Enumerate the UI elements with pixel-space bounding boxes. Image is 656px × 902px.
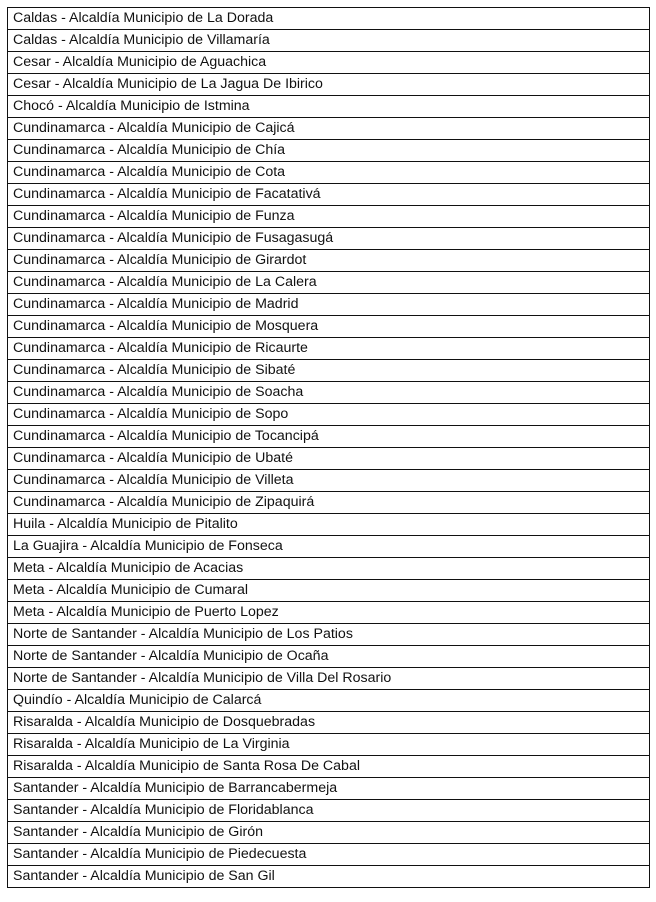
- table-cell: Cundinamarca - Alcaldía Municipio de Cajicá: [8, 118, 650, 140]
- table-row: [8, 536, 650, 558]
- table-row: [8, 756, 650, 778]
- table-row: [8, 404, 650, 426]
- table-cell: Cundinamarca - Alcaldía Municipio de Zipaquirá: [8, 492, 650, 514]
- table-row: [8, 8, 650, 30]
- table-row: [8, 228, 650, 250]
- table-row: [8, 250, 650, 272]
- table-row: [8, 690, 650, 712]
- table-row: [8, 668, 650, 690]
- table-cell: Cundinamarca - Alcaldía Municipio de Tocancipá: [8, 426, 650, 448]
- table-row: [8, 294, 650, 316]
- table-cell: Risaralda - Alcaldía Municipio de La Virginia: [8, 734, 650, 756]
- table-cell: Cundinamarca - Alcaldía Municipio de Soacha: [8, 382, 650, 404]
- table-row: [8, 338, 650, 360]
- table-cell: Caldas - Alcaldía Municipio de Villamaría: [8, 30, 650, 52]
- table-cell: Cundinamarca - Alcaldía Municipio de Ubaté: [8, 448, 650, 470]
- table-row: [8, 162, 650, 184]
- table-cell: Risaralda - Alcaldía Municipio de Santa Rosa De Cabal: [8, 756, 650, 778]
- table-row: [8, 118, 650, 140]
- table-row: [8, 558, 650, 580]
- table-row: [8, 382, 650, 404]
- table-row: [8, 360, 650, 382]
- table-cell: Cundinamarca - Alcaldía Municipio de Sibaté: [8, 360, 650, 382]
- table-row: [8, 140, 650, 162]
- table-row: [8, 426, 650, 448]
- table-row: [8, 272, 650, 294]
- table-cell: Cundinamarca - Alcaldía Municipio de Sopo: [8, 404, 650, 426]
- table-row: [8, 448, 650, 470]
- municipality-table: [7, 7, 650, 888]
- table-row: [8, 734, 650, 756]
- table-cell: Santander - Alcaldía Municipio de Girón: [8, 822, 650, 844]
- table-row: [8, 316, 650, 338]
- table-cell: Meta - Alcaldía Municipio de Acacias: [8, 558, 650, 580]
- table-cell: Norte de Santander - Alcaldía Municipio de Villa Del Rosario: [8, 668, 650, 690]
- table-cell: Risaralda - Alcaldía Municipio de Dosquebradas: [8, 712, 650, 734]
- table-row: [8, 580, 650, 602]
- table-row: [8, 470, 650, 492]
- table-cell: Cundinamarca - Alcaldía Municipio de Cota: [8, 162, 650, 184]
- table-row: [8, 800, 650, 822]
- table-cell: La Guajira - Alcaldía Municipio de Fonseca: [8, 536, 650, 558]
- table-row: [8, 492, 650, 514]
- table-cell: Cundinamarca - Alcaldía Municipio de Fusagasugá: [8, 228, 650, 250]
- table-cell: Cundinamarca - Alcaldía Municipio de Funza: [8, 206, 650, 228]
- table-cell: Norte de Santander - Alcaldía Municipio de Los Patios: [8, 624, 650, 646]
- table-cell: Meta - Alcaldía Municipio de Cumaral: [8, 580, 650, 602]
- table-cell: Cundinamarca - Alcaldía Municipio de Mosquera: [8, 316, 650, 338]
- table-row: [8, 52, 650, 74]
- table-cell: Meta - Alcaldía Municipio de Puerto Lopez: [8, 602, 650, 624]
- table-cell: Cundinamarca - Alcaldía Municipio de Ricaurte: [8, 338, 650, 360]
- table-cell: Cundinamarca - Alcaldía Municipio de La Calera: [8, 272, 650, 294]
- table-row: [8, 74, 650, 96]
- table-cell: Huila - Alcaldía Municipio de Pitalito: [8, 514, 650, 536]
- table-cell: Cundinamarca - Alcaldía Municipio de Madrid: [8, 294, 650, 316]
- table-cell: Santander - Alcaldía Municipio de San Gil: [8, 866, 650, 888]
- table-cell: Cundinamarca - Alcaldía Municipio de Chía: [8, 140, 650, 162]
- table-row: [8, 30, 650, 52]
- table-cell: Cundinamarca - Alcaldía Municipio de Villeta: [8, 470, 650, 492]
- table-cell: Quindío - Alcaldía Municipio de Calarcá: [8, 690, 650, 712]
- municipality-list-sheet: [7, 7, 650, 888]
- table-row: [8, 184, 650, 206]
- table-cell: Santander - Alcaldía Municipio de Piedecuesta: [8, 844, 650, 866]
- table-row: [8, 206, 650, 228]
- table-row: [8, 646, 650, 668]
- table-row: [8, 866, 650, 888]
- table-cell: Norte de Santander - Alcaldía Municipio de Ocaña: [8, 646, 650, 668]
- table-row: [8, 624, 650, 646]
- table-row: [8, 844, 650, 866]
- table-cell: Santander - Alcaldía Municipio de Barrancabermeja: [8, 778, 650, 800]
- table-row: [8, 602, 650, 624]
- table-row: [8, 822, 650, 844]
- table-cell: Cesar - Alcaldía Municipio de La Jagua De Ibirico: [8, 74, 650, 96]
- table-cell: Santander - Alcaldía Municipio de Floridablanca: [8, 800, 650, 822]
- table-cell: Cundinamarca - Alcaldía Municipio de Facatativá: [8, 184, 650, 206]
- table-cell: Caldas - Alcaldía Municipio de La Dorada: [8, 8, 650, 30]
- table-cell: Cundinamarca - Alcaldía Municipio de Girardot: [8, 250, 650, 272]
- table-row: [8, 514, 650, 536]
- municipality-table-body: [8, 8, 650, 888]
- table-row: [8, 712, 650, 734]
- table-cell: Cesar - Alcaldía Municipio de Aguachica: [8, 52, 650, 74]
- table-cell: Chocó - Alcaldía Municipio de Istmina: [8, 96, 650, 118]
- table-row: [8, 96, 650, 118]
- table-row: [8, 778, 650, 800]
